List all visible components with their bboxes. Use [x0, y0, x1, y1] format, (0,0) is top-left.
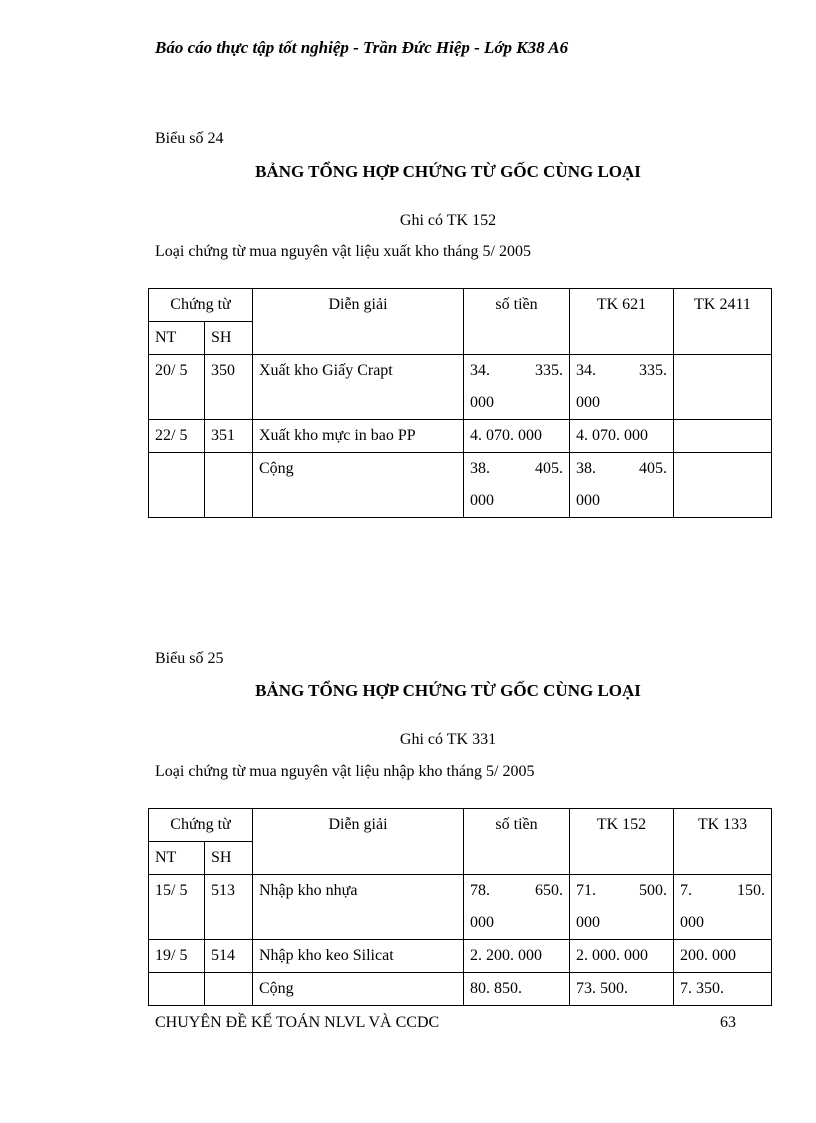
header-dien-giai: Diễn giải	[253, 809, 464, 875]
page-footer: CHUYÊN ĐỀ KẾ TOÁN NLVL VÀ CCDC	[155, 1014, 440, 1031]
cell-nt: 22/ 5	[149, 420, 205, 453]
section-title: BẢNG TỔNG HỢP CHỨNG TỪ GỐC CÙNG LOẠI	[255, 162, 641, 181]
section-label: Biểu số 25	[155, 650, 224, 667]
cell-tk-2: 200. 000	[674, 940, 772, 973]
page-number: 63	[720, 1014, 736, 1031]
summary-table	[148, 288, 772, 518]
table-total-row	[149, 973, 772, 1006]
header-chung-tu: Chứng từ	[149, 809, 253, 842]
table-header-row	[149, 289, 772, 322]
page-header: Báo cáo thực tập tốt nghiệp - Trần Đức Hiệp - Lớp K38 A6	[155, 38, 569, 57]
loai-chung-tu-line: Loại chứng từ mua nguyên vật liệu xuất kho tháng 5/ 2005	[155, 243, 531, 260]
ghi-co-line: Ghi có TK 152	[399, 212, 497, 229]
cell-so-tien: 2. 200. 000	[464, 940, 570, 973]
cell-tk-1: 34. 335. 000	[570, 355, 674, 420]
cell-tk-2	[674, 420, 772, 453]
cell-sh: 350	[205, 355, 253, 420]
cell-dien-giai: Xuất kho mực in bao PP	[253, 420, 464, 453]
cell-sh: 351	[205, 420, 253, 453]
cell-tk-1: 71. 500. 000	[570, 875, 674, 940]
header-so-tien: số tiền	[464, 809, 570, 875]
header-nt: NT	[149, 322, 205, 355]
cell-sh: 514	[205, 940, 253, 973]
cell-dien-giai: Xuất kho Giấy Crapt	[253, 355, 464, 420]
cell-nt: 19/ 5	[149, 940, 205, 973]
table-row	[149, 875, 772, 940]
loai-chung-tu-line: Loại chứng từ mua nguyên vật liệu nhập kho tháng 5/ 2005	[155, 763, 535, 780]
cell-so-tien: 78. 650. 000	[464, 875, 570, 940]
header-tk-2: TK 133	[674, 809, 772, 875]
cell-so-tien: 34. 335. 000	[464, 355, 570, 420]
header-chung-tu: Chứng từ	[149, 289, 253, 322]
cell-so-tien: 80. 850.	[464, 973, 570, 1006]
header-dien-giai: Diễn giải	[253, 289, 464, 355]
cell-nt: 20/ 5	[149, 355, 205, 420]
cell-sh: 513	[205, 875, 253, 940]
table-row	[149, 420, 772, 453]
header-nt: NT	[149, 842, 205, 875]
cell-so-tien: 4. 070. 000	[464, 420, 570, 453]
table-row	[149, 355, 772, 420]
header-tk-1: TK 152	[570, 809, 674, 875]
section-label: Biểu số 24	[155, 130, 224, 147]
cell-nt: 15/ 5	[149, 875, 205, 940]
cell-cong: Cộng	[253, 453, 464, 518]
table-header-row	[149, 809, 772, 842]
cell-cong: Cộng	[253, 973, 464, 1006]
cell-tk-1: 73. 500.	[570, 973, 674, 1006]
section-title: BẢNG TỔNG HỢP CHỨNG TỪ GỐC CÙNG LOẠI	[255, 681, 641, 700]
cell-dien-giai: Nhập kho keo Silicat	[253, 940, 464, 973]
summary-table	[148, 808, 772, 1006]
cell-tk-1: 2. 000. 000	[570, 940, 674, 973]
cell-tk-2: 7. 350.	[674, 973, 772, 1006]
cell-so-tien: 38. 405. 000	[464, 453, 570, 518]
header-sh: SH	[205, 842, 253, 875]
ghi-co-line: Ghi có TK 331	[399, 731, 497, 748]
table-row	[149, 940, 772, 973]
table-total-row	[149, 453, 772, 518]
header-tk-2: TK 2411	[674, 289, 772, 355]
header-tk-1: TK 621	[570, 289, 674, 355]
cell-tk-2	[674, 355, 772, 420]
header-so-tien: số tiền	[464, 289, 570, 355]
cell-dien-giai: Nhập kho nhựa	[253, 875, 464, 940]
cell-tk-1: 38. 405. 000	[570, 453, 674, 518]
header-sh: SH	[205, 322, 253, 355]
cell-tk-1: 4. 070. 000	[570, 420, 674, 453]
cell-tk-2: 7. 150. 000	[674, 875, 772, 940]
